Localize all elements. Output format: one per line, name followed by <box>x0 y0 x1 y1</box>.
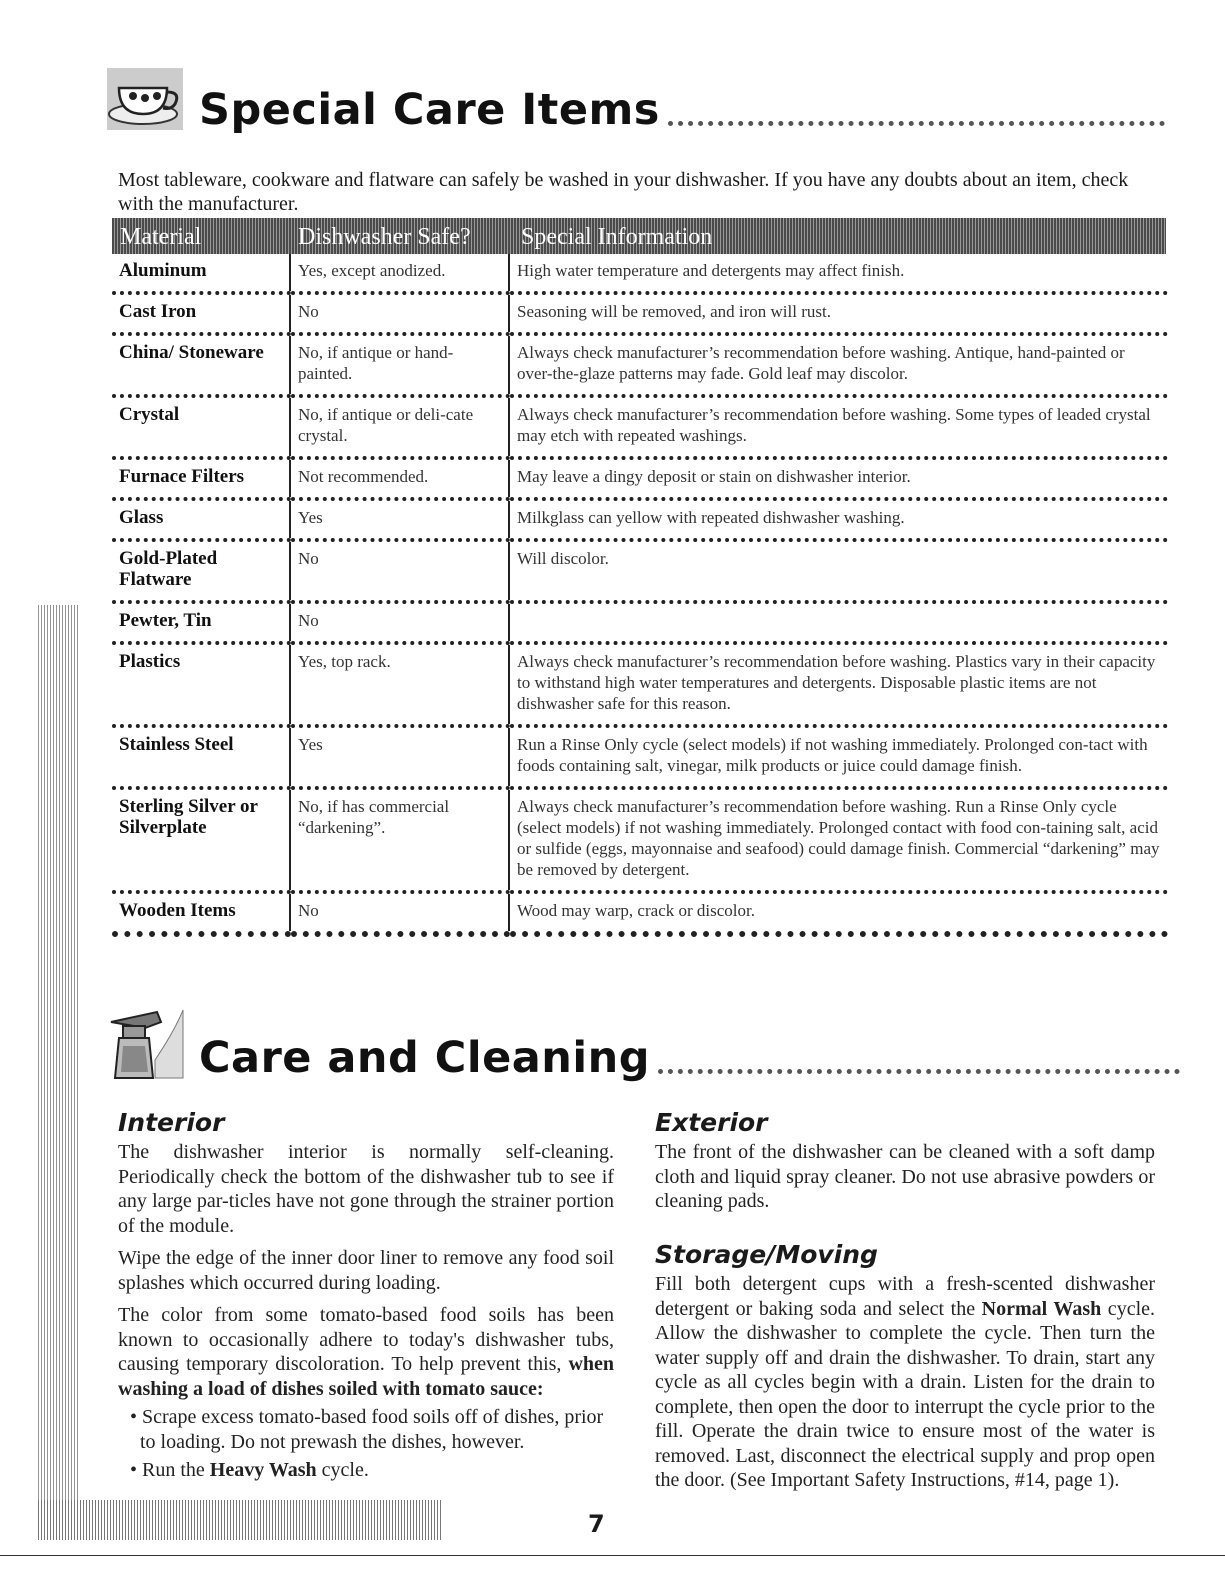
column-header-dishwasher-safe: Dishwasher Safe? <box>298 224 471 250</box>
table-row <box>112 499 1168 540</box>
safe-cell: Yes, top rack. <box>290 643 509 726</box>
info-cell <box>509 602 1168 643</box>
care-cleaning-header <box>105 1000 1180 1083</box>
list-item-text: • Run the <box>130 1459 210 1481</box>
material-cell: Glass <box>112 499 290 540</box>
table-row <box>112 293 1168 334</box>
safe-cell: No, if antique or hand-painted. <box>290 334 509 396</box>
table-row <box>112 726 1168 788</box>
special-care-header <box>105 66 1165 135</box>
sidebar-pattern <box>38 605 80 1540</box>
section-title: Special Care Items <box>199 85 660 135</box>
table-row <box>112 643 1168 726</box>
list-item-text: cycle. <box>316 1459 369 1481</box>
info-cell: Milkglass can yellow with repeated dishwasher washing. <box>509 499 1168 540</box>
info-cell: High water temperature and detergents may affect finish. <box>509 254 1168 293</box>
safe-cell: No <box>290 892 509 934</box>
info-cell: Will discolor. <box>509 540 1168 602</box>
info-cell: Always check manufacturer’s recommendation before washing. Plastics vary in their capacity to withstand high water temperatures and detergents. Disposable plastic items are not dishwasher safe for this reason. <box>509 643 1168 726</box>
table-row <box>112 458 1168 499</box>
material-cell: Gold-Plated Flatware <box>112 540 290 602</box>
safe-cell: No <box>290 602 509 643</box>
safe-cell: Yes, except anodized. <box>290 254 509 293</box>
teacup-icon <box>105 66 185 132</box>
table-row <box>112 602 1168 643</box>
special-care-table <box>112 254 1168 937</box>
interior-text <box>118 1140 614 1487</box>
interior-paragraph: The dishwasher interior is normally self-cleaning. Periodically check the bottom of the dishwasher tub to see if any large par-ticles have not gone through the strainer portion of the module. <box>118 1141 614 1237</box>
list-item: • Scrape excess tomato-based food soils off of dishes, prior to loading. Do not prewash the dishes, however. <box>130 1406 604 1453</box>
spray-bottle-icon <box>105 1000 185 1080</box>
exterior-text: The front of the dishwasher can be cleaned with a soft damp cloth and liquid spray cleaner. Do not use abrasive powders or cleaning pads. <box>655 1141 1155 1212</box>
section-title: Care and Cleaning <box>199 1033 651 1083</box>
safe-cell: Not recommended. <box>290 458 509 499</box>
storage-text-part: cycle. Allow the dishwasher to complete the cycle. Then turn the water supply off and drain the dishwasher. To drain, start any cycle as all cycles begin with a drain. Listen for the drain to complete, then open the door to interrupt the cycle prior to the fill. Operate the drain twice to ensure most of the water is removed. Last, disconnect the electrical supply and prop open the door. (See Important Safety Instructions, #14, page 1). <box>655 1297 1155 1491</box>
material-cell: Furnace Filters <box>112 458 290 499</box>
material-cell: Stainless Steel <box>112 726 290 788</box>
table-header <box>112 218 1166 254</box>
title-leader-dots <box>658 1069 1180 1074</box>
material-cell: China/ Stoneware <box>112 334 290 396</box>
storage-text-part: Fill both detergent cups with a fresh-scented dishwasher detergent or baking soda and select the <box>655 1273 1155 1320</box>
column-header-material: Material <box>120 224 202 250</box>
info-cell: May leave a dingy deposit or stain on dishwasher interior. <box>509 458 1168 499</box>
interior-paragraph: Wipe the edge of the inner door liner to remove any food soil splashes which occurred during loading. <box>118 1247 614 1294</box>
info-cell: Always check manufacturer’s recommendation before washing. Run a Rinse Only cycle (select models) if not washing immediately. Prolonged contact with food con-taining salt, acid or sulfide (eggs, mayonnaise and seafood) could damage finish. Commercial “darkening” may be removed by detergent. <box>509 788 1168 892</box>
material-cell: Pewter, Tin <box>112 602 290 643</box>
material-cell: Sterling Silver or Silverplate <box>112 788 290 892</box>
safe-cell: Yes <box>290 499 509 540</box>
material-cell: Aluminum <box>112 254 290 293</box>
heavy-wash-label: Heavy Wash <box>209 1459 317 1481</box>
title-leader-dots <box>668 121 1165 126</box>
list-item <box>130 1458 614 1483</box>
storage-text <box>655 1272 1155 1493</box>
safe-cell: Yes <box>290 726 509 788</box>
table-row <box>112 334 1168 396</box>
table-row <box>112 254 1168 293</box>
interior-bullets <box>118 1405 614 1483</box>
info-cell: Always check manufacturer’s recommendation before washing. Some types of leaded crystal may etch with repeated washings. <box>509 396 1168 458</box>
table-row <box>112 788 1168 892</box>
info-cell: Always check manufacturer’s recommendation before washing. Antique, hand-painted or over-the-glaze patterns may fade. Gold leaf may discolor. <box>509 334 1168 396</box>
safe-cell: No <box>290 293 509 334</box>
page-number: 7 <box>588 1510 605 1538</box>
bottom-pattern <box>38 1500 443 1540</box>
interior-paragraph <box>118 1303 614 1401</box>
safe-cell: No <box>290 540 509 602</box>
info-cell: Seasoning will be removed, and iron will rust. <box>509 293 1168 334</box>
material-cell: Crystal <box>112 396 290 458</box>
normal-wash-label: Normal Wash <box>981 1297 1102 1320</box>
interior-heading: Interior <box>118 1108 225 1137</box>
tomato-sauce-warning: when washing a load of dishes soiled with tomato sauce: <box>118 1353 615 1400</box>
storage-heading: Storage/Moving <box>655 1240 878 1269</box>
interior-paragraph-text: The color from some tomato-based food soils has been known to occasionally adhere to today's dishwasher tubs, causing temporary discoloration. To help prevent this, <box>118 1304 614 1375</box>
material-cell: Cast Iron <box>112 293 290 334</box>
table-row <box>112 540 1168 602</box>
intro-text: Most tableware, cookware and flatware can safely be washed in your dishwasher. If you have any doubts about an item, check with the manufacturer. <box>118 169 1129 215</box>
safe-cell: No, if antique or deli-cate crystal. <box>290 396 509 458</box>
column-header-special-info: Special Information <box>521 224 713 250</box>
exterior-heading: Exterior <box>655 1108 768 1137</box>
info-cell: Wood may warp, crack or discolor. <box>509 892 1168 934</box>
material-cell: Plastics <box>112 643 290 726</box>
table-row <box>112 892 1168 934</box>
info-cell: Run a Rinse Only cycle (select models) if not washing immediately. Prolonged con-tact with foods containing salt, vinegar, milk products or juice could damage finish. <box>509 726 1168 788</box>
bottom-rule <box>0 1555 1225 1556</box>
safe-cell: No, if has commercial “darkening”. <box>290 788 509 892</box>
table-row <box>112 396 1168 458</box>
material-cell: Wooden Items <box>112 892 290 934</box>
